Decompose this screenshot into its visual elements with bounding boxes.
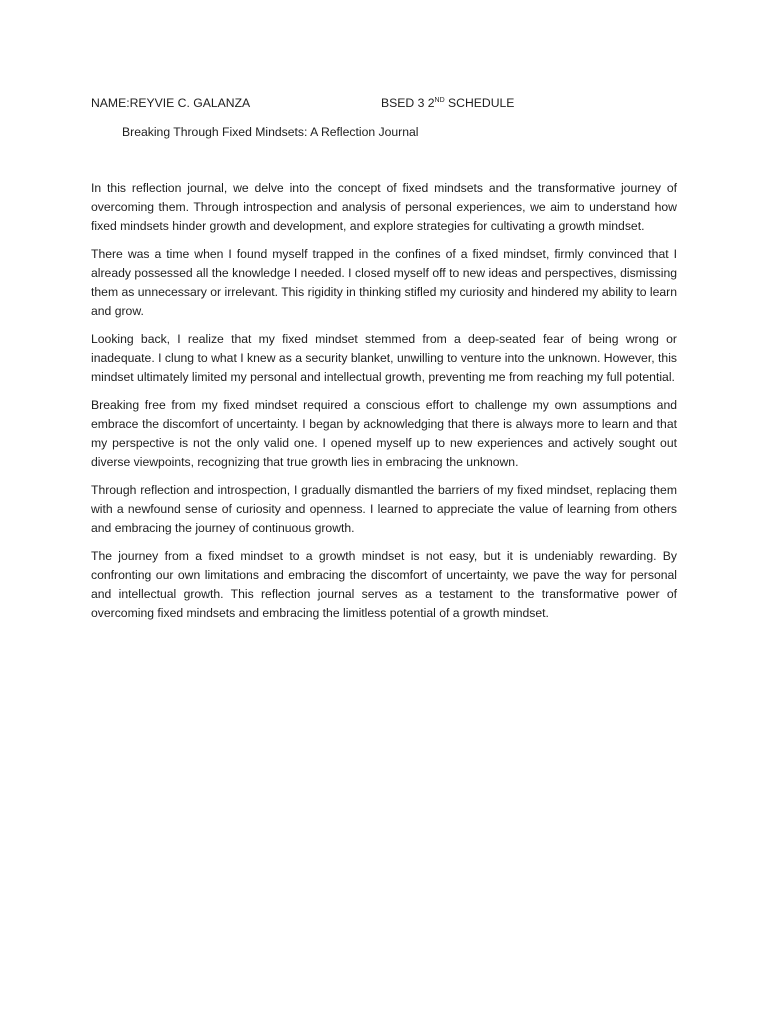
paragraph-trapped: There was a time when I found myself trapped in the confines of a fixed mindset, firmly convinced that I already possessed all the knowledge I needed. I closed myself off to new ideas and perspectives, dismissing them as unnecessary or irrelevant. This rigidity in thinking stifled my curiosity and hindered my ability to learn and grow. bbox=[91, 247, 677, 318]
paragraph-breaking-free: Breaking free from my fixed mindset required a conscious effort to challenge my own assumptions and embrace the discomfort of uncertainty. I began by acknowledging that there is always more to learn and that my perspective is not the only valid one. I opened myself up to new experiences and actively sought out diverse viewpoints, recognizing that true growth lies in embracing the unknown. bbox=[91, 398, 677, 469]
student-name: NAME:REYVIE C. GALANZA bbox=[91, 96, 251, 110]
paragraph-looking-back: Looking back, I realize that my fixed mindset stemmed from a deep-seated fear of being wrong or inadequate. I clung to what I knew as a security blanket, unwilling to venture into the unknown. However, this mindset ultimately limited my personal and intellectual growth, preventing me from reaching my full potential. bbox=[91, 332, 677, 384]
course-schedule bbox=[381, 94, 514, 112]
paragraph-conclusion: The journey from a fixed mindset to a growth mindset is not easy, but it is undeniably rewarding. By confronting our own limitations and embracing the discomfort of uncertainty, we pave the way for personal and intellectual growth. This reflection journal serves as a testament to the transformative power of overcoming fixed mindsets and embracing the limitless potential of a growth mindset. bbox=[91, 549, 677, 620]
paragraph-reflection: Through reflection and introspection, I gradually dismantled the barriers of my fixed mindset, replacing them with a newfound sense of curiosity and openness. I learned to appreciate the value of learning from others and embracing the journey of continuous growth. bbox=[91, 483, 677, 535]
course-suffix: SCHEDULE bbox=[444, 96, 515, 110]
course-superscript: ND bbox=[434, 97, 445, 104]
paragraph-intro: In this reflection journal, we delve into the concept of fixed mindsets and the transformative journey of overcoming them. Through introspection and analysis of personal experiences, we aim to understand how fixed mindsets hinder growth and development, and explore strategies for cultivating a growth mindset. bbox=[91, 181, 677, 233]
document-title: Breaking Through Fixed Mindsets: A Reflection Journal bbox=[122, 125, 419, 139]
document-header bbox=[91, 94, 681, 112]
course-prefix: BSED 3 2 bbox=[381, 96, 435, 110]
document-body bbox=[91, 179, 677, 632]
